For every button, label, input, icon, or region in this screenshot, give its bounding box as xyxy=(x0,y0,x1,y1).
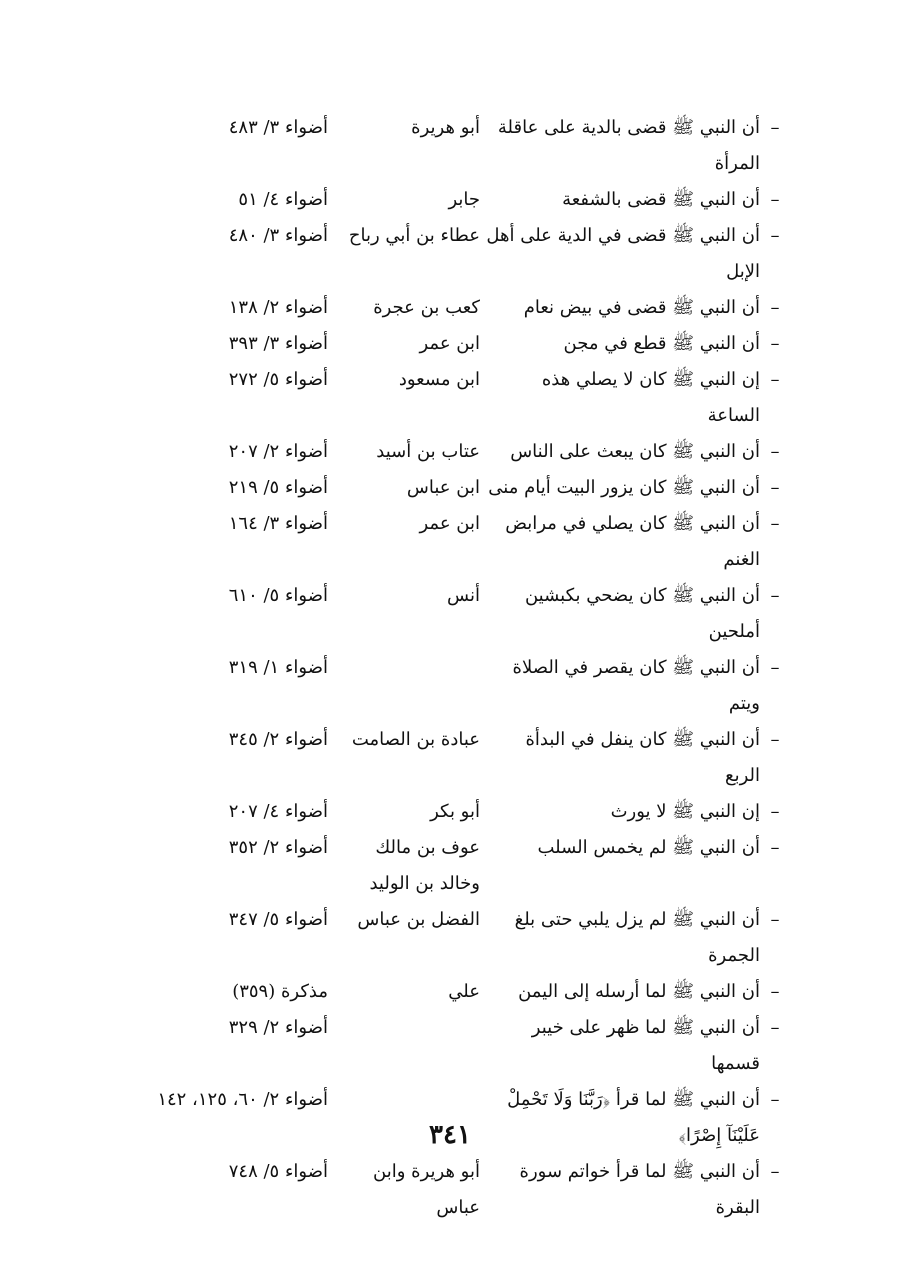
entry-dash: – xyxy=(770,117,780,138)
index-entry xyxy=(100,434,790,470)
entry-dash: – xyxy=(770,297,780,318)
entry-dash: – xyxy=(770,333,780,354)
index-entry xyxy=(100,110,790,182)
narrator-name: ابن عباس xyxy=(406,477,480,498)
index-entry xyxy=(100,506,790,578)
hadith-text: أن النبي ﷺ لم يخمس السلب xyxy=(537,837,760,858)
entry-dash: – xyxy=(770,225,780,246)
index-entry xyxy=(100,650,790,722)
index-entry xyxy=(100,794,790,830)
source-reference: أضواء ٥/ ٣٤٧ xyxy=(228,909,328,930)
index-entry xyxy=(100,974,790,1010)
source-reference: أضواء ٤/ ٢٠٧ xyxy=(228,801,328,822)
narrator-name: أبو هريرة xyxy=(411,117,480,138)
hadith-text: أن النبي ﷺ كان يصلي في مرابض الغنم xyxy=(505,513,760,570)
narrator-name: الفضل بن عباس xyxy=(357,909,480,930)
index-entry xyxy=(100,902,790,974)
source-reference: أضواء ٢/ ٦٠، ١٢٥، ١٤٢ xyxy=(157,1089,328,1110)
hadith-text: إن النبي ﷺ لا يورث xyxy=(610,801,760,822)
entry-dash: – xyxy=(770,909,780,930)
hadith-text: أن النبي ﷺ لما قرأ خواتم سورة البقرة xyxy=(519,1161,760,1218)
entry-dash: – xyxy=(770,477,780,498)
entry-dash: – xyxy=(770,1161,780,1182)
source-reference: أضواء ٣/ ٤٨٣ xyxy=(228,117,328,138)
hadith-text: أن النبي ﷺ قضى في الدية على أهل الإبل xyxy=(486,225,760,282)
entry-dash: – xyxy=(770,189,780,210)
narrator-name: عوف بن مالك وخالد بن الوليد xyxy=(369,837,480,894)
index-entry xyxy=(100,722,790,794)
entry-dash: – xyxy=(770,441,780,462)
source-reference: أضواء ٥/ ٢٧٢ xyxy=(228,369,328,390)
hadith-text: أن النبي ﷺ قطع في مجن xyxy=(563,333,760,354)
source-reference: أضواء ٢/ ٣٤٥ xyxy=(228,729,328,750)
narrator-name: ابن عمر xyxy=(419,513,480,534)
narrator-name: ابن عمر xyxy=(419,333,480,354)
narrator-name: أنس xyxy=(447,585,480,606)
index-entry xyxy=(100,578,790,650)
index-entry xyxy=(100,1154,790,1226)
hadith-text: أن النبي ﷺ كان يقصر في الصلاة ويتم xyxy=(512,657,760,714)
source-reference: أضواء ٥/ ٢١٩ xyxy=(228,477,328,498)
hadith-text: أن النبي ﷺ كان يضحي بكبشين أملحين xyxy=(524,585,760,642)
source-reference: أضواء ٤/ ٥١ xyxy=(238,189,328,210)
hadith-text: أن النبي ﷺ لما ظهر على خيبر قسمها xyxy=(531,1017,760,1074)
source-reference: مذكرة (٣٥٩) xyxy=(232,981,328,1002)
source-reference: أضواء ٥/ ٦١٠ xyxy=(228,585,328,606)
hadith-text: أن النبي ﷺ كان يبعث على الناس xyxy=(510,441,760,462)
source-reference: أضواء ٢/ ٣٢٩ xyxy=(228,1017,328,1038)
source-reference: أضواء ٣/ ٣٩٣ xyxy=(228,333,328,354)
entry-dash: – xyxy=(770,513,780,534)
hadith-text: أن النبي ﷺ قضى بالدية على عاقلة المرأة xyxy=(497,117,760,174)
entry-dash: – xyxy=(770,1089,780,1110)
hadith-text: أن النبي ﷺ كان ينفل في البدأة الربع xyxy=(525,729,760,786)
entry-dash: – xyxy=(770,657,780,678)
hadith-text: أن النبي ﷺ قضى في بيض نعام xyxy=(523,297,760,318)
index-entry xyxy=(100,182,790,218)
source-reference: أضواء ٢/ ٣٥٢ xyxy=(228,837,328,858)
narrator-name: كعب بن عجرة xyxy=(373,297,480,318)
source-reference: أضواء ١/ ٣١٩ xyxy=(228,657,328,678)
entry-dash: – xyxy=(770,981,780,1002)
narrator-name: جابر xyxy=(448,189,480,210)
narrator-name: علي xyxy=(448,981,480,1002)
entry-dash: – xyxy=(770,369,780,390)
index-entry xyxy=(100,1010,790,1082)
hadith-text: أن النبي ﷺ كان يزور البيت أيام منى xyxy=(488,477,760,498)
hadith-text: إن النبي ﷺ كان لا يصلي هذه الساعة xyxy=(541,369,760,426)
entry-dash: – xyxy=(770,801,780,822)
source-reference: أضواء ٢/ ١٣٨ xyxy=(228,297,328,318)
index-entry xyxy=(100,326,790,362)
index-entry xyxy=(100,218,790,290)
hadith-text: أن النبي ﷺ لما قرأ ﴿رَبَّنَا وَلَا تَحْمِلْ عَلَيْنَآ إِصْرًا﴾ xyxy=(507,1089,760,1146)
narrator-name: عبادة بن الصامت xyxy=(351,729,480,750)
narrator-name: عتاب بن أسيد xyxy=(376,441,480,462)
hadith-text: أن النبي ﷺ لما أرسله إلى اليمن xyxy=(518,981,760,1002)
page-number: ٣٤١ xyxy=(429,1120,471,1150)
index-entry xyxy=(100,830,790,902)
index-page xyxy=(100,110,790,1226)
entry-dash: – xyxy=(770,585,780,606)
entry-dash: – xyxy=(770,837,780,858)
narrator-name: عطاء بن أبي رباح xyxy=(348,225,480,246)
index-entry xyxy=(100,470,790,506)
index-entry xyxy=(100,290,790,326)
entry-dash: – xyxy=(770,729,780,750)
narrator-name: ابن مسعود xyxy=(398,369,480,390)
source-reference: أضواء ٢/ ٢٠٧ xyxy=(228,441,328,462)
narrator-name: أبو بكر xyxy=(430,801,480,822)
index-entry xyxy=(100,362,790,434)
source-reference: أضواء ٣/ ٤٨٠ xyxy=(228,225,328,246)
source-reference: أضواء ٥/ ٧٤٨ xyxy=(228,1161,328,1182)
narrator-name: أبو هريرة وابن عباس xyxy=(373,1161,480,1218)
hadith-text: أن النبي ﷺ لم يزل يلبي حتى بلغ الجمرة xyxy=(514,909,760,966)
source-reference: أضواء ٣/ ١٦٤ xyxy=(228,513,328,534)
entry-dash: – xyxy=(770,1017,780,1038)
hadith-text: أن النبي ﷺ قضى بالشفعة xyxy=(562,189,760,210)
